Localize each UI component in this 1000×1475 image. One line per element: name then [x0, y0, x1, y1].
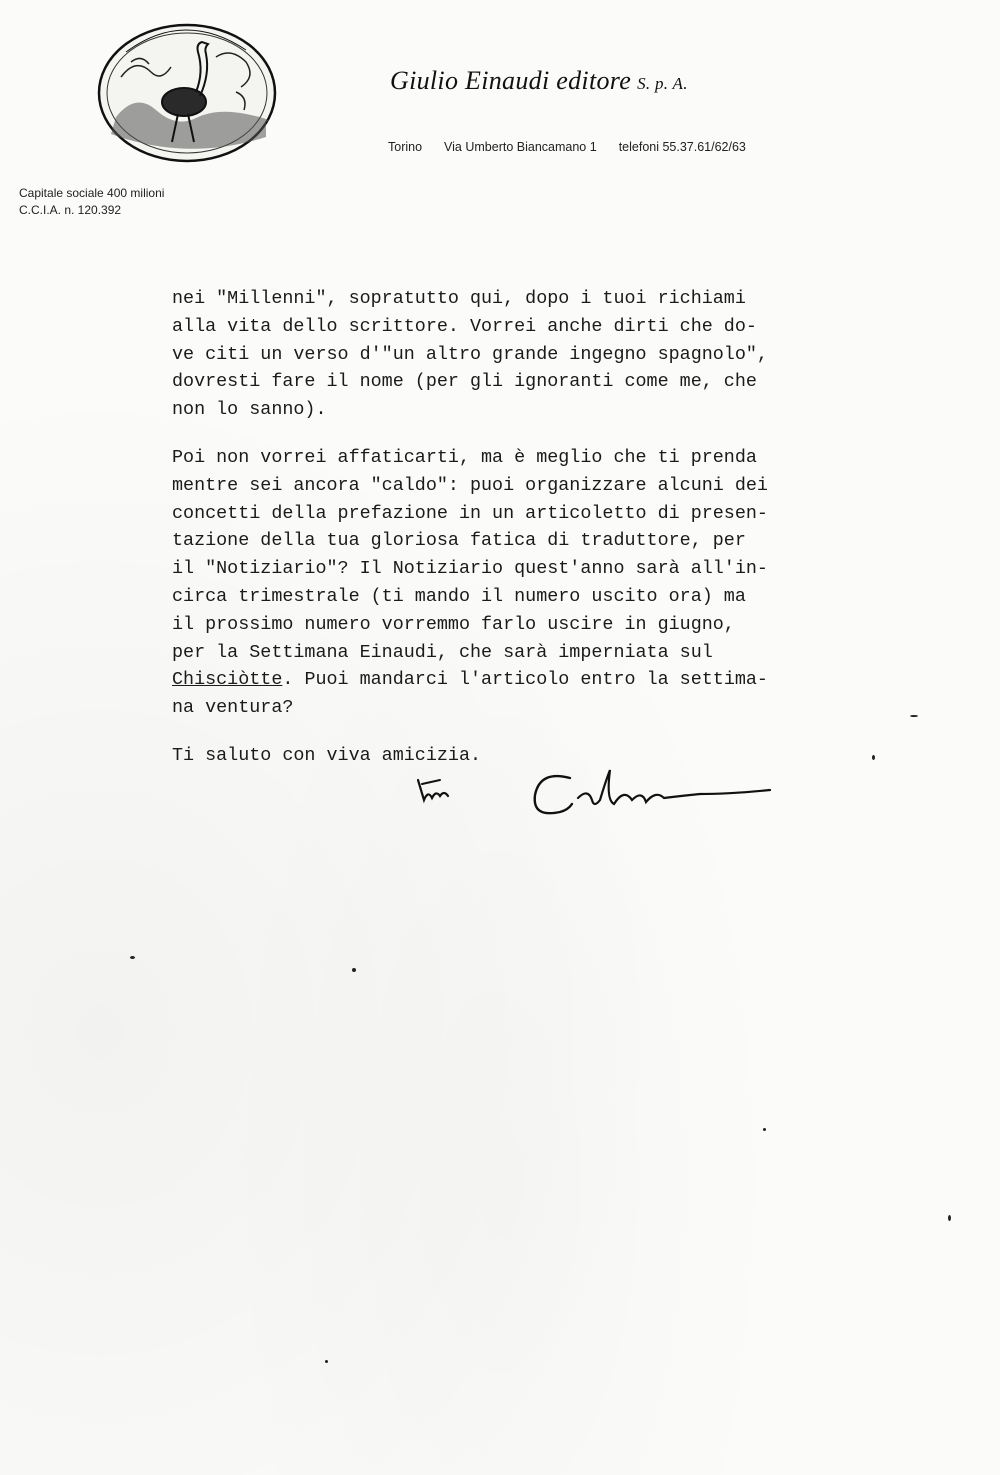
paper-speck	[763, 1128, 766, 1131]
p2-line-10: na ventura?	[172, 697, 294, 719]
p1-line-1: nei "Millenni", sopratutto qui, dopo i tuoi richiami	[172, 288, 746, 309]
paper-speck	[325, 1360, 328, 1363]
paper-speck	[948, 1215, 951, 1221]
paper-speck	[352, 968, 356, 972]
p2-line-3: concetti della prefazione in un articoletto di presen-	[172, 502, 768, 524]
p2-line-8: per la Settimana Einaudi, che sarà imperniata sul	[172, 641, 713, 663]
company-name-text: Giulio Einaudi editore	[390, 66, 632, 95]
p1-line-5: non lo sanno).	[172, 399, 327, 421]
company-suffix: S. p. A.	[637, 74, 688, 93]
book-title-underlined: Chisciòtte	[172, 669, 283, 691]
paper-speck	[872, 755, 875, 760]
ccia-number: C.C.I.A. n. 120.392	[19, 203, 122, 217]
address-street: Via Umberto Biancamano 1	[444, 140, 597, 154]
p2-line-9-rest: . Puoi mandarci l'articolo entro la settima-	[282, 669, 768, 691]
paper-speck	[130, 956, 135, 959]
p1-line-2: alla vita dello scrittore. Vorrei anche dirti che do-	[172, 315, 757, 337]
p2-line-1: Poi non vorrei affaticarti, ma è meglio che ti prenda	[172, 446, 757, 468]
paper-speck	[910, 715, 918, 717]
ostrich-emblem-icon	[96, 22, 278, 164]
address-city: Torino	[388, 140, 423, 154]
company-name	[390, 66, 688, 96]
p2-line-4: tazione della tua gloriosa fatica di traduttore, per	[172, 530, 746, 552]
registration-info	[19, 185, 164, 219]
paragraph-2	[172, 444, 852, 722]
letter-body	[172, 285, 852, 790]
share-capital: Capitale sociale 400 milioni	[19, 186, 165, 200]
p2-line-2: mentre sei ancora "caldo": puoi organizzare alcuni dei	[172, 474, 768, 496]
closing-line: Ti saluto con viva amicizia.	[172, 744, 482, 766]
p2-line-7: il prossimo numero vorremmo farlo uscire in giugno,	[172, 613, 735, 635]
p1-line-4: dovresti fare il nome (per gli ignoranti come me, che	[172, 371, 757, 393]
p2-line-5: il "Notiziario"? Il Notiziario quest'anno sarà all'in-	[172, 558, 768, 580]
address-phones: telefoni 55.37.61/62/63	[618, 140, 746, 154]
p1-line-3: ve citi un verso d'"un altro grande ingegno spagnolo",	[172, 343, 768, 365]
handwritten-signature	[410, 760, 790, 830]
p2-line-6: circa trimestrale (ti mando il numero uscito ora) ma	[172, 585, 746, 607]
paragraph-1	[172, 285, 852, 424]
company-address	[388, 140, 768, 154]
